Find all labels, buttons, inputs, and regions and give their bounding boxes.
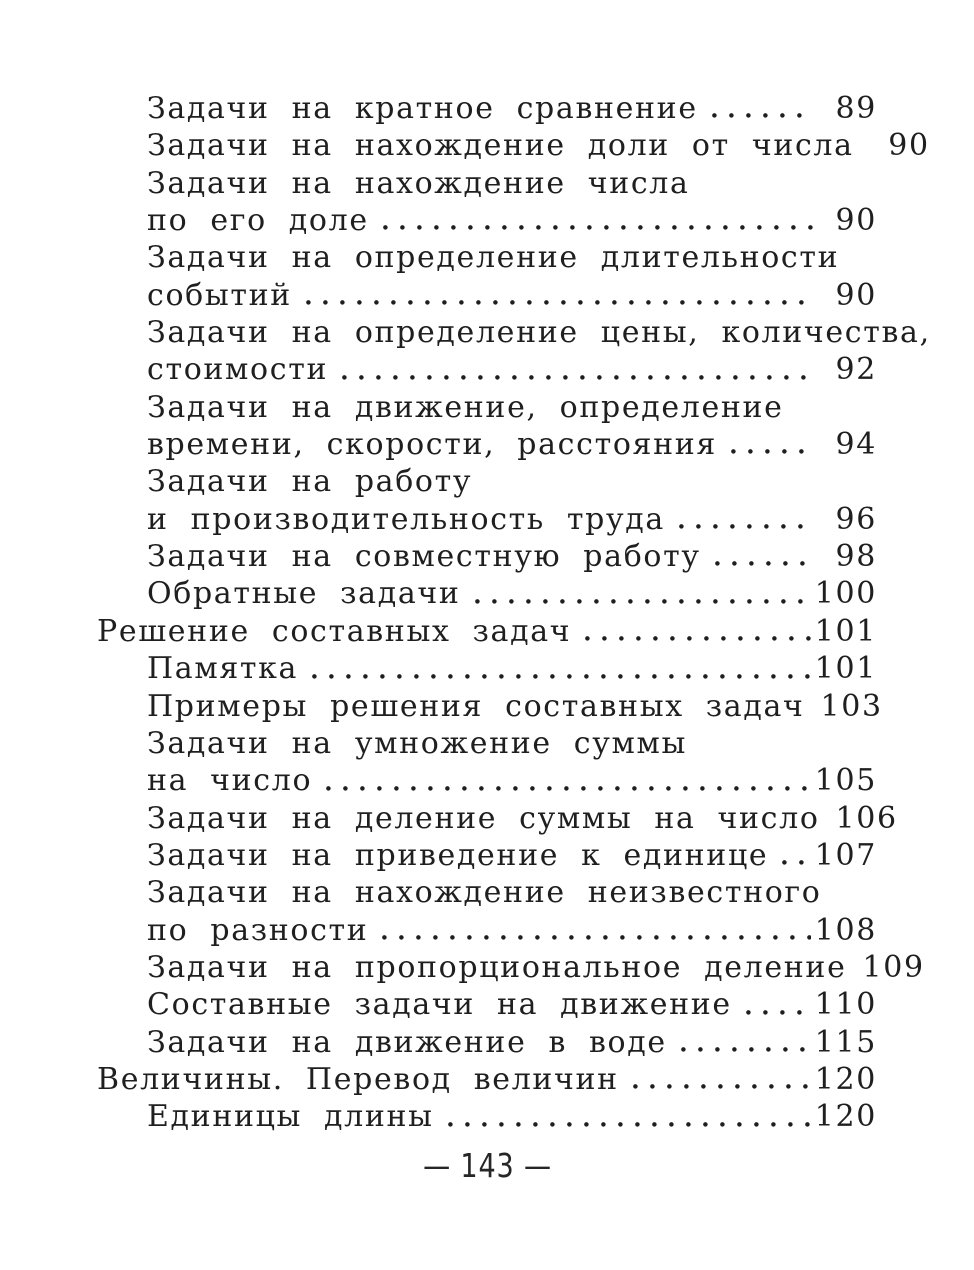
toc-entry-text: на число	[147, 763, 313, 799]
toc-line	[97, 277, 877, 314]
dot-leader	[381, 202, 813, 239]
toc-entry-text: Задачи на умножение суммы	[147, 725, 688, 761]
page-number: 94	[835, 427, 877, 463]
dot-leader	[780, 837, 810, 874]
toc-line	[97, 688, 883, 725]
toc-entry-text: Задачи на пропорциональное деление	[147, 949, 847, 985]
toc-line	[97, 613, 877, 650]
toc-line	[97, 127, 930, 164]
dot-leader	[677, 501, 813, 538]
page-number: 92	[835, 352, 877, 388]
toc-line	[97, 538, 877, 575]
toc-entry-text: времени, скорости, расстояния	[147, 427, 717, 463]
dot-leader	[324, 762, 811, 799]
toc-entry-text: Задачи на нахождение неизвестного	[147, 875, 822, 911]
page-number-footer: — 143 —	[422, 1146, 552, 1185]
page-number: 109	[862, 949, 925, 985]
page-number: 115	[814, 1024, 877, 1060]
toc-line	[97, 501, 877, 538]
toc-entry-text: событий	[147, 277, 292, 313]
toc-line	[97, 874, 877, 911]
toc-line	[97, 986, 877, 1023]
toc-entry-text: и производительность труда	[147, 501, 665, 537]
toc-entry-text: Задачи на нахождение доли от числа	[147, 128, 854, 164]
page-number: 103	[820, 688, 883, 724]
dot-leader	[340, 351, 813, 388]
toc-entry-text: Задачи на определение цены, количества,	[147, 315, 931, 351]
page-number: 101	[814, 613, 877, 649]
toc-line	[97, 389, 877, 426]
toc-entry-text: Задачи на приведение к единице	[147, 837, 769, 873]
dot-leader	[583, 613, 811, 650]
dot-leader	[631, 1061, 811, 1098]
toc-line	[97, 837, 877, 874]
toc-entry-text: по его доле	[147, 203, 369, 239]
toc	[97, 90, 931, 1136]
page-number: 110	[814, 987, 877, 1023]
page-number: 96	[835, 501, 877, 537]
page-number: 89	[835, 91, 877, 126]
toc-entry-text: Задачи на определение длительности	[147, 240, 840, 276]
page-number: 101	[814, 651, 877, 687]
toc-line	[97, 725, 877, 762]
toc-entry-text: Задачи на движение в воде	[147, 1024, 667, 1060]
toc-line	[97, 1061, 877, 1098]
page-number: 106	[835, 800, 898, 836]
toc-entry-text: по разности	[147, 912, 369, 948]
toc-line	[97, 762, 877, 799]
toc-line	[97, 463, 877, 500]
toc-line	[97, 912, 877, 949]
toc-line	[97, 239, 877, 276]
dot-leader	[446, 1098, 811, 1135]
toc-entry-text: Задачи на работу	[147, 464, 473, 500]
toc-line	[97, 1098, 877, 1135]
page-number: 90	[835, 277, 877, 313]
dot-leader	[310, 650, 811, 687]
page-number: 100	[814, 576, 877, 612]
toc-line	[97, 90, 877, 127]
toc-entry-text: Величины. Перевод величин	[97, 1061, 619, 1097]
page-footer	[0, 1146, 974, 1186]
toc-line	[97, 426, 877, 463]
toc-line	[97, 800, 898, 837]
dot-leader	[380, 912, 810, 949]
toc-line	[97, 575, 877, 612]
toc-line	[97, 650, 877, 687]
dot-leader	[744, 986, 811, 1023]
dot-leader	[304, 277, 813, 314]
page-number: 108	[814, 912, 877, 948]
toc-entry-text: Решение составных задач	[97, 613, 572, 649]
toc-entry-text: Задачи на нахождение числа	[147, 165, 690, 201]
page-number: 90	[835, 203, 877, 239]
page-number: 90	[888, 128, 930, 164]
toc-line	[97, 165, 877, 202]
toc-line	[97, 202, 877, 239]
page-number: 120	[814, 1061, 877, 1097]
toc-line	[97, 314, 931, 351]
toc-line	[97, 351, 877, 388]
toc-entry-text: Примеры решения составных задач	[147, 688, 805, 724]
toc-entry-text: Задачи на совместную работу	[147, 539, 701, 575]
toc-entry-text: Задачи на кратное сравнение	[147, 91, 698, 126]
dot-leader	[679, 1024, 811, 1061]
page-number: 120	[814, 1099, 877, 1135]
page-number: 105	[814, 763, 877, 799]
toc-line	[97, 1024, 877, 1061]
page-number: 98	[835, 539, 877, 575]
toc-entry-text: Памятка	[147, 651, 299, 687]
dot-leader	[713, 538, 813, 575]
toc-entry-text: Задачи на деление суммы на число	[147, 800, 820, 836]
toc-line	[97, 949, 925, 986]
toc-entry-text: Задачи на движение, определение	[147, 389, 784, 425]
toc-entry-text: Составные задачи на движение	[147, 987, 732, 1023]
dot-leader	[710, 90, 813, 127]
page-number: 107	[814, 837, 877, 873]
dot-leader	[729, 426, 813, 463]
toc-entry-text: Обратные задачи	[147, 576, 461, 612]
toc-entry-text: стоимости	[147, 352, 329, 388]
dot-leader	[473, 575, 811, 612]
toc-entry-text: Единицы длины	[147, 1099, 434, 1135]
